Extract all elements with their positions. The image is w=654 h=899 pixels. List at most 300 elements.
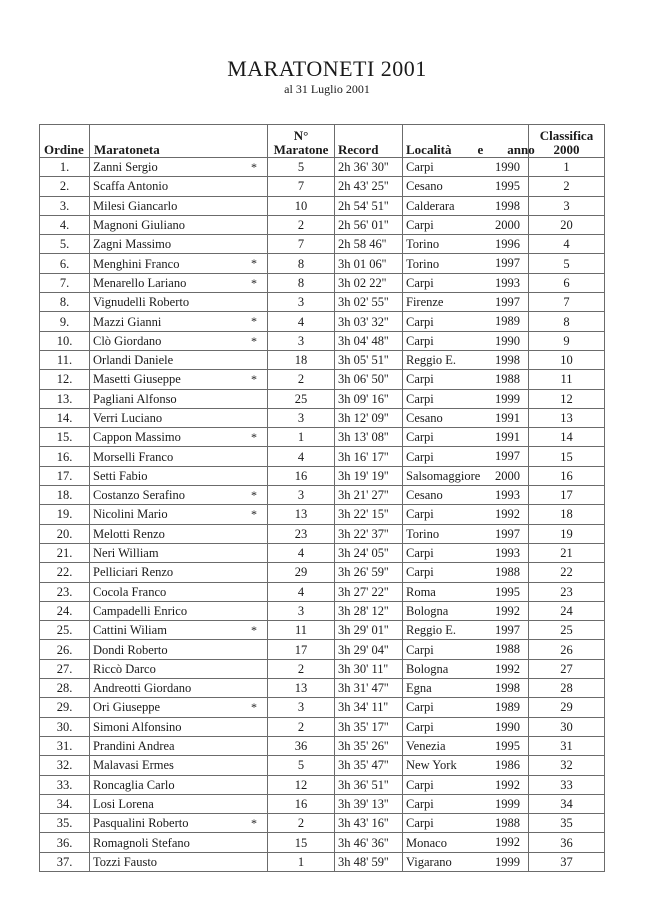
cell-n-maratone: 10 [268,196,335,215]
cell-classifica: 32 [529,756,605,775]
localita-name: Calderara [406,198,455,213]
cell-classifica: 13 [529,408,605,427]
cell-classifica: 21 [529,543,605,562]
cell-ordine: 11. [40,350,90,369]
cell-n-maratone: 7 [268,177,335,196]
localita-name: Carpi [406,449,434,464]
cell-record: 3h 35' 47'' [335,756,403,775]
cell-localita [403,408,529,427]
runner-name: Verri Luciano [93,411,163,425]
cell-classifica: 18 [529,505,605,524]
localita-name: Reggio E. [406,353,456,368]
table-row [40,833,605,852]
cell-localita [403,852,529,871]
cell-localita [403,370,529,389]
star-mark: * [251,372,257,387]
cell-localita [403,312,529,331]
cell-record: 3h 02' 55'' [335,293,403,312]
cell-localita [403,756,529,775]
anno-value: 1991 [495,430,520,445]
cell-classifica: 30 [529,717,605,736]
localita-name: Vigarano [406,854,452,869]
document-subtitle: al 31 Luglio 2001 [284,82,370,96]
localita-name: Carpi [406,642,434,657]
table-row [40,293,605,312]
cell-ordine: 12. [40,370,90,389]
table-row [40,273,605,292]
cell-ordine: 8. [40,293,90,312]
table-row [40,447,605,466]
cell-ordine: 14. [40,408,90,427]
cell-ordine: 5. [40,235,90,254]
cell-localita [403,621,529,640]
cell-ordine: 22. [40,563,90,582]
localita-name: Torino [406,256,440,271]
cell-n-maratone: 23 [268,524,335,543]
cell-record: 3h 27' 22'' [335,582,403,601]
cell-n-maratone: 4 [268,447,335,466]
runner-name: Dondi Roberto [93,642,168,657]
cell-record: 3h 03' 32'' [335,312,403,331]
anno-value: 1999 [495,854,520,869]
cell-n-maratone: 4 [268,312,335,331]
anno-value: 1988 [495,642,520,657]
anno-value: 1996 [495,237,520,252]
runner-name: Setti Fabio [93,468,148,483]
cell-ordine: 13. [40,389,90,408]
cell-record: 3h 34' 11'' [335,698,403,717]
table-row [40,679,605,698]
anno-value: 1986 [495,758,520,773]
cell-ordine: 6. [40,254,90,273]
cell-record: 3h 35' 17'' [335,717,403,736]
cell-classifica: 14 [529,428,605,447]
anno-value: 1998 [495,198,520,213]
cell-ordine: 7. [40,273,90,292]
cell-localita [403,158,529,177]
localita-name: Egna [406,681,432,696]
localita-name: Carpi [406,816,434,831]
cell-classifica: 35 [529,814,605,833]
cell-classifica: 24 [529,601,605,620]
anno-value: 1995 [495,179,520,194]
runner-name: Roncaglia Carlo [93,777,175,792]
cell-n-maratone: 15 [268,833,335,852]
cell-ordine: 28. [40,679,90,698]
cell-record: 3h 19' 19'' [335,466,403,485]
anno-value: 1990 [495,719,520,734]
localita-name: Carpi [406,218,434,233]
cell-maratoneta [90,563,268,582]
anno-value: 1998 [495,352,520,367]
runner-name: Nicolini Mario [93,507,168,522]
cell-n-maratone: 8 [268,273,335,292]
cell-record: 2h 43' 25'' [335,177,403,196]
cell-n-maratone: 29 [268,563,335,582]
runner-name: Costanzo Serafino [93,488,185,503]
anno-value: 1988 [495,565,520,580]
header-localita-anno: Località e anno [403,125,529,158]
cell-n-maratone: 13 [268,679,335,698]
cell-maratoneta [90,582,268,601]
anno-value: 1992 [495,777,520,792]
cell-maratoneta [90,601,268,620]
runner-name: Losi Lorena [93,796,154,811]
cell-maratoneta [90,273,268,292]
cell-maratoneta [90,158,268,177]
cell-ordine: 32. [40,756,90,775]
cell-n-maratone: 2 [268,814,335,833]
cell-localita [403,775,529,794]
cell-classifica: 19 [529,524,605,543]
table-row [40,196,605,215]
cell-localita [403,215,529,234]
cell-ordine: 4. [40,215,90,234]
cell-record: 3h 01 06'' [335,254,403,273]
table-row [40,524,605,543]
star-mark: * [251,430,257,445]
table-row [40,235,605,254]
cell-maratoneta [90,775,268,794]
cell-record: 3h 02 22'' [335,273,403,292]
cell-record: 3h 12' 09'' [335,408,403,427]
anno-value: 1989 [495,700,520,715]
runner-name: Melotti Renzo [93,526,165,541]
runner-name: Pasqualini Roberto [93,816,189,831]
table-row [40,563,605,582]
cell-maratoneta [90,833,268,852]
cell-localita [403,582,529,601]
localita-name: Carpi [406,546,434,561]
cell-classifica: 8 [529,312,605,331]
cell-record: 3h 48' 59'' [335,852,403,871]
localita-name: Carpi [406,275,434,290]
cell-classifica: 1 [529,158,605,177]
anno-value: 1992 [495,661,520,676]
cell-record: 3h 28' 12'' [335,601,403,620]
runner-name: Milesi Giancarlo [93,198,178,213]
cell-maratoneta [90,331,268,350]
cell-n-maratone: 13 [268,505,335,524]
cell-record: 3h 31' 47'' [335,679,403,698]
cell-ordine: 34. [40,794,90,813]
cell-classifica: 27 [529,659,605,678]
localita-name: Venezia [406,739,446,754]
cell-n-maratone: 1 [268,852,335,871]
cell-localita [403,698,529,717]
cell-record: 3h 30' 11'' [335,659,403,678]
cell-maratoneta [90,659,268,678]
localita-name: Carpi [406,796,434,811]
cell-record: 3h 22' 37'' [335,524,403,543]
cell-ordine: 24. [40,601,90,620]
cell-maratoneta [90,814,268,833]
runner-name: Tozzi Fausto [93,854,158,869]
cell-classifica: 31 [529,736,605,755]
table-row [40,852,605,871]
cell-classifica: 25 [529,621,605,640]
cell-maratoneta [90,679,268,698]
runner-name: Clò Giordano [93,333,162,348]
cell-record: 3h 22' 15'' [335,505,403,524]
cell-record: 3h 43' 16'' [335,814,403,833]
star-mark: * [251,275,257,290]
runner-name: Malavasi Ermes [93,758,174,773]
table-row [40,215,605,234]
cell-classifica: 9 [529,331,605,350]
cell-maratoneta [90,389,268,408]
runner-name: Riccò Darco [93,661,156,676]
cell-record: 3h 29' 01'' [335,621,403,640]
anno-value: 1999 [495,796,520,811]
cell-n-maratone: 25 [268,389,335,408]
localita-name: Cesano [406,488,443,503]
localita-name: Cesano [406,179,443,194]
table-row [40,794,605,813]
cell-classifica: 36 [529,833,605,852]
anno-value: 1995 [495,584,520,599]
cell-localita [403,794,529,813]
runner-name: Magnoni Giuliano [93,218,186,233]
localita-name: Carpi [406,160,434,175]
anno-value: 1991 [495,410,520,425]
cell-record: 3h 35' 26'' [335,736,403,755]
cell-record: 2h 54' 51'' [335,196,403,215]
runner-name: Zagni Massimo [93,237,172,252]
header-record: Record [335,125,403,158]
cell-n-maratone: 3 [268,408,335,427]
localita-name: Carpi [406,372,434,387]
cell-ordine: 17. [40,466,90,485]
star-mark: * [251,256,257,271]
cell-ordine: 33. [40,775,90,794]
cell-localita [403,659,529,678]
anno-value: 1989 [495,314,520,329]
star-mark: * [251,160,257,174]
cell-localita [403,601,529,620]
cell-localita [403,679,529,698]
anno-value: 2000 [495,468,520,483]
cell-localita [403,524,529,543]
cell-classifica: 37 [529,852,605,871]
header-maratoneta: Maratoneta [90,125,268,158]
cell-record: 3h 21' 27'' [335,486,403,505]
cell-ordine: 26. [40,640,90,659]
runner-name: Cocola Franco [93,584,167,599]
localita-name: Carpi [406,565,434,580]
anno-value: 1990 [495,160,520,174]
cell-ordine: 19. [40,505,90,524]
cell-localita [403,543,529,562]
table-row [40,775,605,794]
localita-name: Roma [406,584,436,599]
anno-value: 1992 [495,507,520,522]
cell-classifica: 16 [529,466,605,485]
cell-maratoneta [90,215,268,234]
table-row [40,601,605,620]
cell-ordine: 37. [40,852,90,871]
cell-ordine: 30. [40,717,90,736]
cell-n-maratone: 2 [268,717,335,736]
anno-value: 1998 [495,681,520,696]
cell-maratoneta [90,312,268,331]
cell-localita [403,640,529,659]
table-row [40,659,605,678]
cell-ordine: 10. [40,331,90,350]
cell-localita [403,486,529,505]
cell-classifica: 2 [529,177,605,196]
table-row [40,543,605,562]
runner-name: Ori Giuseppe [93,700,160,715]
cell-ordine: 27. [40,659,90,678]
runner-name: Orlandi Daniele [93,353,174,368]
anno-value: 1997 [495,526,520,541]
cell-classifica: 15 [529,447,605,466]
cell-classifica: 3 [529,196,605,215]
cell-record: 2h 36' 30'' [335,158,403,177]
document-title: MARATONETI 2001 [227,56,427,81]
cell-localita [403,833,529,852]
cell-n-maratone: 3 [268,331,335,350]
localita-name: Torino [406,526,440,541]
anno-value: 1999 [495,391,520,406]
anno-value: 1992 [495,835,520,850]
cell-record: 3h 36' 51'' [335,775,403,794]
runner-name: Morselli Franco [93,449,174,464]
cell-localita [403,466,529,485]
cell-ordine: 31. [40,736,90,755]
runner-name: Scaffa Antonio [93,179,169,194]
star-mark: * [251,623,257,638]
localita-name: Reggio E. [406,623,456,638]
cell-localita [403,177,529,196]
cell-localita [403,428,529,447]
cell-ordine: 23. [40,582,90,601]
localita-name: Cesano [406,411,443,425]
cell-n-maratone: 3 [268,293,335,312]
anno-value: 1988 [495,816,520,831]
anno-value: 1988 [495,372,520,387]
runner-name: Masetti Giuseppe [93,372,181,387]
cell-n-maratone: 2 [268,370,335,389]
runner-name: Neri William [93,546,159,561]
cell-maratoneta [90,543,268,562]
cell-classifica: 26 [529,640,605,659]
cell-n-maratone: 3 [268,486,335,505]
table-row [40,254,605,273]
cell-n-maratone: 36 [268,736,335,755]
runner-name: Zanni Sergio [93,160,158,175]
localita-name: New York [406,758,457,773]
cell-classifica: 20 [529,215,605,234]
cell-maratoneta [90,736,268,755]
localita-name: Carpi [406,430,434,445]
star-mark: * [251,333,257,348]
table-row [40,177,605,196]
cell-maratoneta [90,640,268,659]
table-row [40,621,605,640]
cell-n-maratone: 11 [268,621,335,640]
cell-classifica: 17 [529,486,605,505]
cell-localita [403,273,529,292]
cell-classifica: 4 [529,235,605,254]
cell-n-maratone: 3 [268,601,335,620]
cell-record: 3h 16' 17'' [335,447,403,466]
cell-maratoneta [90,235,268,254]
header-n-maratone: N° Maratone [268,125,335,158]
localita-name: Carpi [406,391,434,406]
cell-record: 3h 05' 51'' [335,350,403,369]
runner-name: Cappon Massimo [93,430,181,445]
runner-name: Cattini Wiliam [93,623,167,638]
cell-maratoneta [90,293,268,312]
runner-name: Menghini Franco [93,256,180,271]
runner-name: Pelliciari Renzo [93,565,174,580]
star-mark: * [251,816,257,831]
table-row [40,370,605,389]
localita-name: Firenze [406,295,444,310]
table-row [40,717,605,736]
cell-maratoneta [90,524,268,543]
anno-value: 1997 [495,623,520,638]
cell-classifica: 12 [529,389,605,408]
header-classifica: Classifica 2000 [529,125,605,158]
cell-localita [403,814,529,833]
cell-maratoneta [90,428,268,447]
marathoners-table [39,124,605,872]
cell-record: 3h 26' 59'' [335,563,403,582]
runner-name: Andreotti Giordano [93,681,192,696]
cell-n-maratone: 17 [268,640,335,659]
cell-localita [403,505,529,524]
cell-maratoneta [90,794,268,813]
cell-localita [403,736,529,755]
cell-n-maratone: 12 [268,775,335,794]
cell-maratoneta [90,486,268,505]
cell-classifica: 28 [529,679,605,698]
table-row [40,158,605,177]
cell-localita [403,350,529,369]
star-mark: * [251,488,257,503]
table-row [40,756,605,775]
cell-localita [403,235,529,254]
cell-maratoneta [90,350,268,369]
table-row [40,736,605,755]
localita-name: Carpi [406,700,434,715]
cell-n-maratone: 4 [268,543,335,562]
cell-localita [403,389,529,408]
cell-classifica: 29 [529,698,605,717]
anno-value: 2000 [495,217,520,232]
anno-value: 1993 [495,488,520,503]
cell-n-maratone: 3 [268,698,335,717]
cell-classifica: 23 [529,582,605,601]
anno-value: 1997 [495,295,520,310]
cell-classifica: 22 [529,563,605,582]
cell-ordine: 29. [40,698,90,717]
cell-maratoneta [90,254,268,273]
cell-maratoneta [90,717,268,736]
cell-classifica: 6 [529,273,605,292]
anno-value: 1997 [495,449,520,464]
star-mark: * [251,314,257,329]
cell-record: 3h 04' 48'' [335,331,403,350]
cell-maratoneta [90,852,268,871]
cell-n-maratone: 16 [268,466,335,485]
table-row [40,408,605,427]
cell-n-maratone: 5 [268,756,335,775]
cell-ordine: 16. [40,447,90,466]
